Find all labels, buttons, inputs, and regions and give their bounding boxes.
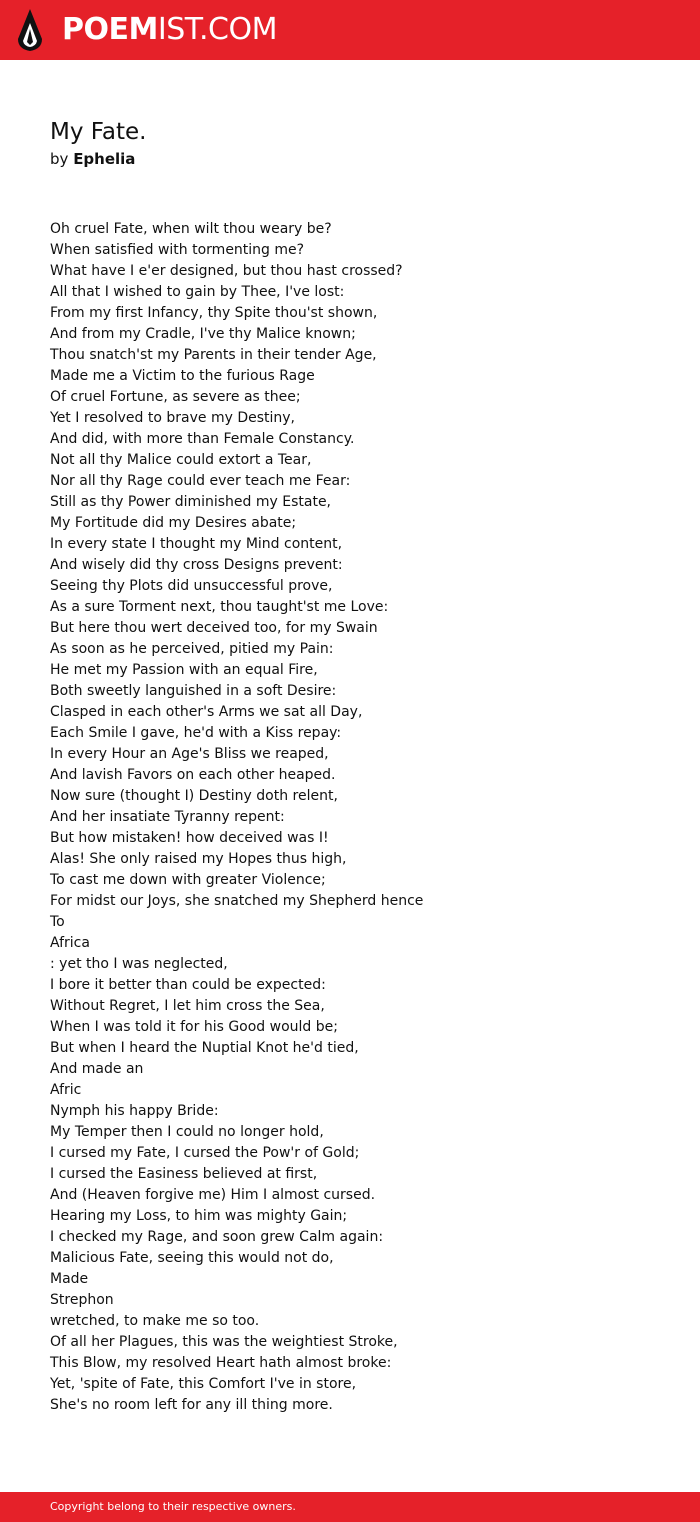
poem-line: Of cruel Fortune, as severe as thee; — [50, 389, 301, 405]
poem-line: Malicious Fate, seeing this would not do, — [50, 1250, 334, 1266]
poem-line: Both sweetly languished in a soft Desire: — [50, 683, 337, 699]
brand-name-light: IST.COM — [157, 12, 277, 47]
poem-line: Seeing thy Plots did unsuccessful prove, — [50, 578, 333, 594]
site-logo-link[interactable] — [62, 12, 277, 48]
poem-line: As soon as he perceived, pitied my Pain: — [50, 641, 334, 657]
poem-line: But how mistaken! how deceived was I! — [50, 830, 329, 846]
poem-line: Afric — [50, 1082, 82, 1098]
poem-line: Each Smile I gave, he'd with a Kiss repay: — [50, 725, 342, 741]
poem-line: Without Regret, I let him cross the Sea, — [50, 998, 325, 1014]
poem-line: And lavish Favors on each other heaped. — [50, 767, 336, 783]
poem-line: And her insatiate Tyranny repent: — [50, 809, 285, 825]
poem-line: Strephon — [50, 1292, 114, 1308]
poem-line: To cast me down with greater Violence; — [50, 872, 326, 888]
poem-line: : yet tho I was neglected, — [50, 956, 228, 972]
pen-nib-icon[interactable] — [16, 9, 44, 51]
poem-line: I cursed my Fate, I cursed the Pow'r of Gold; — [50, 1145, 360, 1161]
author-link[interactable]: Ephelia — [73, 150, 136, 168]
poem-line: In every state I thought my Mind content, — [50, 536, 343, 552]
poem-line: She's no room left for any ill thing more. — [50, 1397, 333, 1413]
site-header — [0, 0, 700, 60]
poem-line: And made an — [50, 1061, 144, 1077]
poem-byline — [50, 149, 135, 169]
site-footer — [0, 1492, 700, 1522]
brand-name-bold: POEM — [62, 12, 158, 47]
poem-line: When I was told it for his Good would be; — [50, 1019, 338, 1035]
poem-line: In every Hour an Age's Bliss we reaped, — [50, 746, 329, 762]
poem-line: Now sure (thought I) Destiny doth relent, — [50, 788, 338, 804]
poem-line: My Fortitude did my Desires abate; — [50, 515, 297, 531]
poem-line: When satisfied with tormenting me? — [50, 242, 305, 258]
poem-line: Of all her Plagues, this was the weightiest Stroke, — [50, 1334, 398, 1350]
poem-line: Not all thy Malice could extort a Tear, — [50, 452, 312, 468]
poem-line: This Blow, my resolved Heart hath almost broke: — [50, 1355, 392, 1371]
poem-title: My Fate. — [50, 119, 147, 145]
poem-line: Yet, 'spite of Fate, this Comfort I've in store, — [50, 1376, 357, 1392]
poem-line: Nymph his happy Bride: — [50, 1103, 219, 1119]
poem-line: For midst our Joys, she snatched my Shepherd hence — [50, 893, 424, 909]
poem-line: And did, with more than Female Constancy. — [50, 431, 355, 447]
poem-line: Alas! She only raised my Hopes thus high, — [50, 851, 347, 867]
poem-line: Oh cruel Fate, when wilt thou weary be? — [50, 221, 332, 237]
poem-line: All that I wished to gain by Thee, I've lost: — [50, 284, 345, 300]
poem-line: wretched, to make me so too. — [50, 1313, 260, 1329]
poem-body — [50, 219, 670, 1416]
poem-line: But when I heard the Nuptial Knot he'd tied, — [50, 1040, 359, 1056]
poem-line: Still as thy Power diminished my Estate, — [50, 494, 332, 510]
poem-line: Clasped in each other's Arms we sat all Day, — [50, 704, 363, 720]
copyright-text: Copyright belong to their respective owners. — [50, 1500, 296, 1513]
poem-line: And from my Cradle, I've thy Malice known; — [50, 326, 356, 342]
poem-line: I bore it better than could be expected: — [50, 977, 326, 993]
poem-line: My Temper then I could no longer hold, — [50, 1124, 324, 1140]
poem-line: To — [50, 914, 65, 930]
poem-line: As a sure Torment next, thou taught'st me Love: — [50, 599, 389, 615]
poem-line: Made me a Victim to the furious Rage — [50, 368, 315, 384]
poem-line: Yet I resolved to brave my Destiny, — [50, 410, 295, 426]
poem-line: Made — [50, 1271, 89, 1287]
poem-line: Thou snatch'st my Parents in their tender Age, — [50, 347, 377, 363]
poem-line: What have I e'er designed, but thou hast crossed? — [50, 263, 403, 279]
poem-line: And (Heaven forgive me) Him I almost cursed. — [50, 1187, 376, 1203]
poem-line: And wisely did thy cross Designs prevent: — [50, 557, 343, 573]
poem-line: I cursed the Easiness believed at first, — [50, 1166, 318, 1182]
poem-line: Africa — [50, 935, 90, 951]
by-label: by — [50, 150, 69, 168]
poem-line: But here thou wert deceived too, for my Swain — [50, 620, 378, 636]
poem-line: From my first Infancy, thy Spite thou'st shown, — [50, 305, 378, 321]
poem-line: He met my Passion with an equal Fire, — [50, 662, 318, 678]
poem-line: Hearing my Loss, to him was mighty Gain; — [50, 1208, 348, 1224]
poem-line: I checked my Rage, and soon grew Calm again: — [50, 1229, 384, 1245]
poem-line: Nor all thy Rage could ever teach me Fear: — [50, 473, 351, 489]
